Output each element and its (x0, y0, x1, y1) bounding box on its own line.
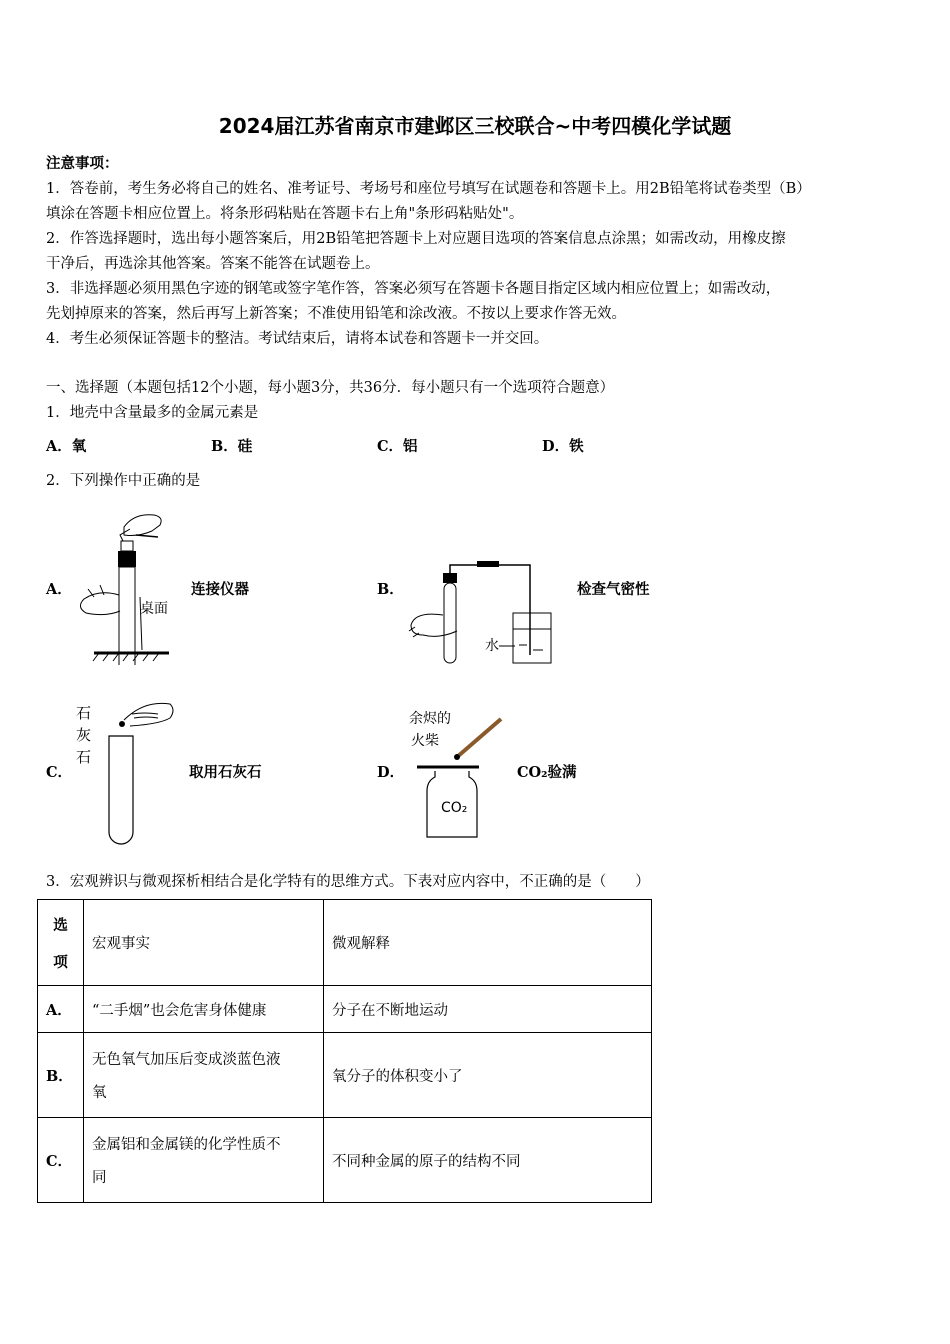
q2-option-d-caption: CO₂验满 (517, 764, 577, 781)
q1-option-d: D．铁 (542, 438, 584, 455)
notice-line: 1．答卷前，考生务必将自己的姓名、准考证号、考场号和座位号填写在试题卷和答题卡上。用2B铅笔将试卷类型（B） (46, 181, 811, 197)
match-label-2: 火柴 (411, 733, 439, 749)
co2-jar-label: CO₂ (441, 800, 468, 816)
q2-option-c-caption: 取用石灰石 (189, 764, 262, 781)
table-surface-label: 桌面 (140, 601, 168, 617)
notice-line: 先划掉原来的答案，然后再写上新答案；不准使用铅笔和涂改液。不按以上要求作答无效。 (46, 306, 626, 322)
row-option: B． (38, 1033, 84, 1118)
page-title: 2024届江苏省南京市建邺区三校联合~中考四模化学试题 (218, 114, 732, 138)
limestone-label-3: 石 (76, 748, 92, 766)
question-3-stem: 3．宏观辨识与微观探析相结合是化学特有的思维方式。下表对应内容中，不正确的是（ ） (46, 874, 650, 890)
table-row (38, 1118, 652, 1203)
water-label: 水 (485, 638, 499, 654)
notice-line: 干净后，再选涂其他答案。答案不能答在试题卷上。 (46, 256, 380, 272)
header-option-char-1: 选 (53, 916, 68, 934)
take-limestone-figure (72, 700, 182, 845)
q3-table (37, 899, 652, 1203)
row-explain: 不同种金属的原子的结构不同 (324, 1118, 652, 1203)
notice-line: 3．非选择题必须用黑色字迹的钢笔或签字笔作答，答案必须写在答题卡各题目指定区域内相应位置上；如需改动， (46, 281, 781, 297)
row-fact: 金属铝和金属镁的化学性质不 (92, 1137, 281, 1153)
check-airtightness-figure (405, 555, 555, 670)
table-row (38, 1033, 652, 1118)
co2-full-check-figure (405, 705, 515, 845)
row-option: C． (38, 1118, 84, 1203)
notice-heading: 注意事项： (46, 155, 119, 172)
row-explain: 氧分子的体积变小了 (324, 1033, 652, 1118)
row-explain: 分子在不断地运动 (324, 986, 652, 1033)
match-label-1: 余烬的 (409, 711, 451, 727)
table-row (38, 986, 652, 1033)
q2-option-a-caption: 连接仪器 (191, 581, 249, 598)
q1-option-b: B．硅 (211, 438, 253, 455)
row-fact: “二手烟”也会危害身体健康 (84, 986, 324, 1033)
row-fact-cell (84, 1118, 324, 1203)
q2-option-a-letter: A． (46, 581, 72, 598)
row-fact-cont: 氧 (92, 1085, 107, 1101)
question-2-stem: 2．下列操作中正确的是 (46, 473, 201, 489)
q1-option-c: C．铝 (377, 438, 418, 455)
q2-option-b-letter: B． (377, 581, 404, 598)
limestone-label-2: 灰 (76, 726, 92, 744)
q2-option-b-caption: 检查气密性 (577, 581, 650, 598)
q2-option-c-letter: C． (46, 764, 73, 781)
header-option-cell (38, 900, 84, 986)
header-option-char-2: 项 (53, 953, 68, 971)
notice-line: 填涂在答题卡相应位置上。将条形码粘贴在答题卡右上角"条形码粘贴处"。 (46, 206, 524, 222)
row-fact: 无色氧气加压后变成淡蓝色液 (92, 1052, 281, 1068)
row-fact-cont: 同 (92, 1170, 107, 1186)
connect-apparatus-figure (74, 505, 179, 665)
header-macro-fact: 宏观事实 (84, 900, 324, 986)
row-fact-cell (84, 1033, 324, 1118)
header-micro-explain: 微观解释 (324, 900, 652, 986)
table-header-row (38, 900, 652, 986)
notice-line: 4．考生必须保证答题卡的整洁。考试结束后，请将本试卷和答题卡一并交回。 (46, 331, 549, 347)
q2-option-d-letter: D． (377, 764, 405, 781)
q1-option-a: A．氧 (46, 438, 87, 455)
section-heading: 一、选择题（本题包括12个小题，每小题3分，共36分．每小题只有一个选项符合题意） (46, 380, 615, 396)
row-option: A． (38, 986, 84, 1033)
limestone-label-1: 石 (76, 704, 92, 722)
question-1-stem: 1．地壳中含量最多的金属元素是 (46, 405, 259, 421)
notice-line: 2．作答选择题时，选出每小题答案后，用2B铅笔把答题卡上对应题目选项的答案信息点涂黑；如需改动，用橡皮擦 (46, 231, 786, 247)
